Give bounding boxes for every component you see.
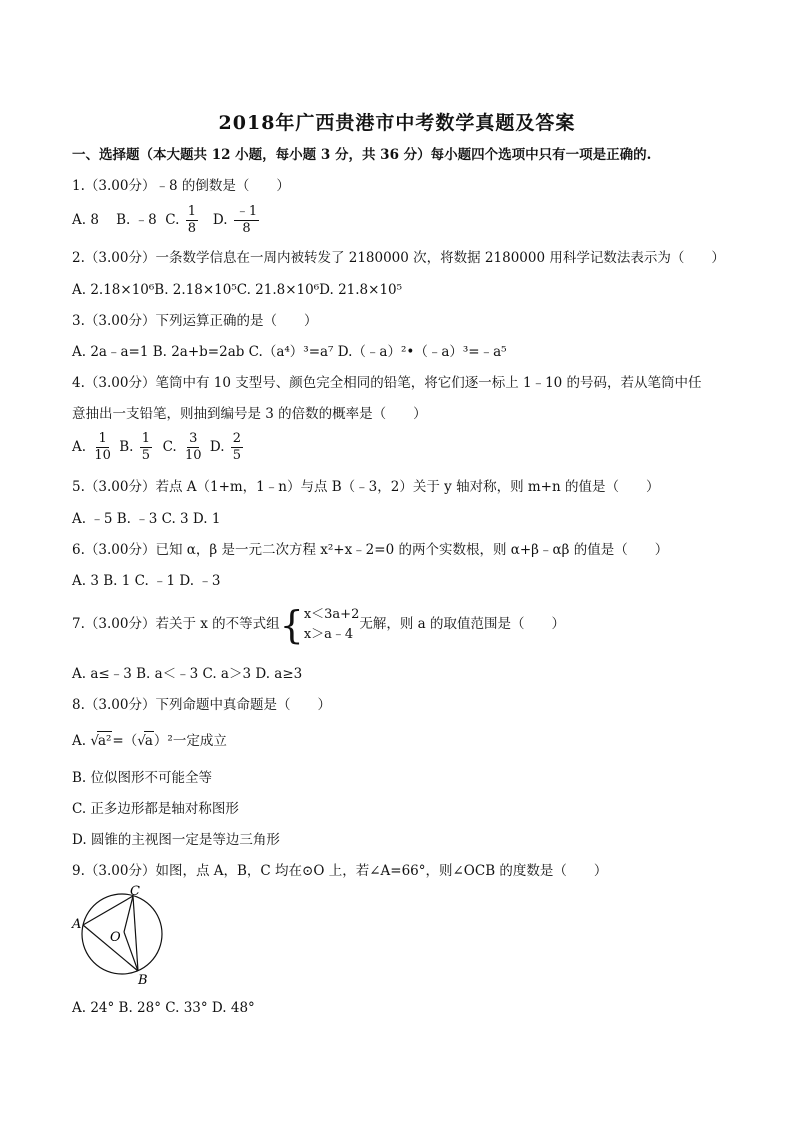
q8-a-label: A. — [72, 733, 87, 749]
q1-option-a: A. 8 — [72, 212, 99, 228]
question-9-stem: 9.（3.00分）如图，点 A，B，C 均在⊙O 上，若∠A=66°，则∠OCB 的度数是（ ） — [72, 863, 608, 879]
q4-option-a-fraction — [92, 431, 113, 464]
question-7-options: A. a≤﹣3 B. a＜﹣3 C. a＞3 D. a≥3 — [72, 666, 303, 682]
question-4-stem-line2: 意抽出一支铅笔，则抽到编号是 3 的倍数的概率是（ ） — [72, 406, 427, 422]
question-1-options — [72, 204, 261, 237]
q1-option-d-fraction — [234, 204, 259, 237]
q1-option-b: B. ﹣8 — [116, 212, 157, 228]
q4-b-denominator: 5 — [141, 448, 150, 463]
question-1-stem: 1.（3.00分）﹣8 的倒数是（ ） — [72, 178, 290, 194]
q8-a-equals: =（ — [112, 733, 138, 749]
circle-figure — [68, 884, 178, 990]
page-title: 2018年广西贵港市中考数学真题及答案 — [218, 112, 576, 134]
section-heading: 一、选择题（本大题共 12 小题，每小题 3 分，共 36 分）每小题四个选项中只有一项是正确的. — [72, 147, 652, 163]
question-4-stem-line1: 4.（3.00分）笔筒中有 10 支型号、颜色完全相同的铅笔，将它们逐一标上 1﹣10 的号码，若从笔筒中任 — [72, 375, 702, 391]
q4-d-denominator: 5 — [232, 448, 242, 463]
q4-d-numerator: 2 — [232, 431, 242, 446]
q4-option-b-label: B. — [119, 439, 134, 455]
question-3-stem: 3.（3.00分）下列运算正确的是（ ） — [72, 313, 318, 329]
q8-a-tail: ）²一定成立 — [153, 733, 227, 749]
question-5-stem: 5.（3.00分）若点 A（1+m，1﹣n）与点 B（﹣3，2）关于 y 轴对称，则 m+n 的值是（ ） — [72, 479, 660, 495]
q4-option-b-fraction — [140, 431, 152, 464]
inequality-2: x＞a﹣4 — [303, 626, 354, 642]
q4-a-numerator: 1 — [98, 431, 107, 446]
q4-b-numerator: 1 — [141, 431, 150, 446]
question-5-options: A. ﹣5 B. ﹣3 C. 3 D. 1 — [72, 511, 221, 527]
question-6-options: A. 3 B. 1 C. ﹣1 D. ﹣3 — [72, 573, 221, 589]
inequality-1: x＜3a+2 — [303, 606, 360, 622]
question-3-options: A. 2a﹣a=1 B. 2a+b=2ab C.（a⁴）³=a⁷ D.（﹣a）²•（﹣a）³=﹣a⁵ — [72, 344, 507, 360]
question-8-stem: 8.（3.00分）下列命题中真命题是（ ） — [72, 697, 331, 713]
q8-option-d: D. 圆锥的主视图一定是等边三角形 — [72, 832, 280, 848]
q8-option-b: B. 位似图形不可能全等 — [72, 770, 213, 786]
question-2-stem: 2.（3.00分）一条数学信息在一周内被转发了 2180000 次，将数据 2180000 用科学记数法表示为（ ） — [72, 250, 725, 266]
q4-option-a-label: A. — [72, 439, 87, 455]
point-o-label: O — [110, 930, 121, 945]
q1-option-d-label: D. — [212, 212, 228, 228]
q8-radicand-2: a — [144, 733, 153, 749]
q1-d-denominator: 8 — [242, 221, 251, 236]
point-a-label: A — [72, 917, 82, 932]
q8-radicand-1: a² — [97, 733, 112, 749]
question-6-stem: 6.（3.00分）已知 α，β 是一元二次方程 x²+x﹣2=0 的两个实数根，则 α+β﹣αβ 的值是（ ） — [72, 542, 669, 558]
q1-d-numerator: ﹣1 — [235, 204, 258, 219]
q1-option-c-fraction — [186, 204, 198, 237]
question-9-options: A. 24° B. 28° C. 33° D. 48° — [72, 1000, 255, 1016]
q8-option-a: A. √a²=（√a）²一定成立 — [72, 733, 227, 749]
q7-stem-suffix: 无解，则 a 的取值范围是（ ） — [359, 616, 565, 632]
point-b-label: B — [138, 973, 148, 988]
radius-oc — [124, 896, 133, 932]
q7-stem-prefix: 7.（3.00分）若关于 x 的不等式组 — [72, 616, 280, 632]
q4-option-c-label: C. — [162, 439, 177, 455]
q1-option-c-label: C. — [165, 212, 180, 228]
chord-ac — [83, 896, 133, 925]
q4-option-c-fraction — [183, 431, 204, 464]
q1-c-numerator: 1 — [187, 204, 196, 219]
q4-c-numerator: 3 — [189, 431, 198, 446]
q4-option-d-label: D. — [209, 439, 225, 455]
inequality-system — [304, 605, 360, 645]
q4-a-denominator: 10 — [94, 448, 111, 463]
q4-c-denominator: 10 — [185, 448, 202, 463]
question-7-stem — [72, 603, 565, 645]
q4-option-d-fraction — [231, 431, 243, 464]
point-c-label: C — [130, 884, 140, 899]
question-2-options: A. 2.18×10⁶B. 2.18×10⁵C. 21.8×10⁶D. 21.8×10⁵ — [72, 282, 403, 298]
system-brace: { — [279, 602, 304, 647]
question-4-options — [72, 431, 245, 464]
q8-option-c: C. 正多边形都是轴对称图形 — [72, 801, 239, 817]
q1-c-denominator: 8 — [187, 221, 196, 236]
